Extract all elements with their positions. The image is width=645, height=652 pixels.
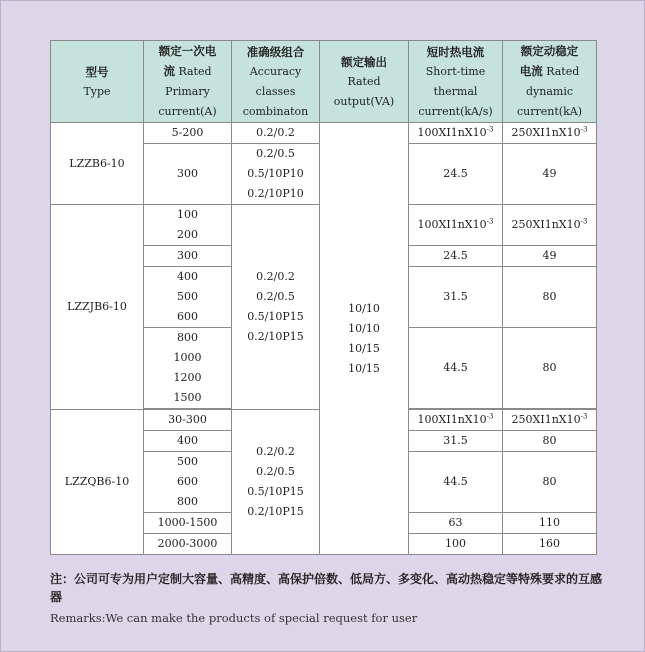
dynamic-cell: 80 [503,328,597,409]
dynamic-formula-cell: $250XI1nX10^{-3}$ [503,205,597,246]
current-cell: 800 1000 1200 1500 [144,328,232,409]
dynamic-formula-cell: $250XI1nX10^{-3}$ [503,123,597,144]
current-cell: 400 500 600 [144,267,232,328]
thermal-formula-cell: $100XI1nX10^{-3}$ [409,205,503,246]
remark-en: Remarks:We can make the products of special request for user [50,611,418,625]
table-row [51,123,597,144]
dynamic-cell: 110 [503,513,597,534]
thermal-formula-cell: $100XI1nX10^{-3}$ [409,123,503,144]
thermal-cell: 44.5 [409,452,503,513]
current-cell: 100 200 [144,205,232,246]
current-cell: 30-300 [144,410,232,431]
header-current: 额定一次电 流 Rated Primary current(A) [144,41,232,123]
header-accuracy: 准确级组合 Accuracy classes combinaton [232,41,320,123]
header-type: 型号 Type [51,41,144,123]
model-cell: LZZJB6-10 [51,205,144,410]
thermal-cell: 24.5 [409,246,503,267]
thermal-cell: 63 [409,513,503,534]
model-cell: LZZB6-10 [51,123,144,205]
thermal-cell: 100 [409,534,503,555]
spec-table [50,40,597,555]
dynamic-cell: 160 [503,534,597,555]
current-cell: 1000-1500 [144,513,232,534]
header-dynamic: 额定动稳定 电流 Rated dynamic current(kA) [503,41,597,123]
current-cell: 400 [144,431,232,452]
header-row [51,41,597,123]
current-cell: 500 600 800 [144,452,232,513]
accuracy-cell: 0.2/0.2 0.2/0.5 0.5/10P15 0.2/10P15 [232,410,320,555]
dynamic-cell: 49 [503,246,597,267]
dynamic-cell: 80 [503,267,597,328]
output-cell: 10/10 10/10 10/15 10/15 [320,123,409,555]
current-cell: 2000-3000 [144,534,232,555]
note-cn: 注：公司可专为用户定制大容量、高精度、高保护倍数、低局方、多变化、高动热稳定等特殊要求的互感器 [50,572,603,604]
dynamic-cell: 49 [503,144,597,205]
current-cell: 5-200 [144,123,232,144]
thermal-formula-cell: $100XI1nX10^{-3}$ [409,410,503,431]
header-output: 额定输出 Rated output(VA) [320,41,409,123]
thermal-cell: 24.5 [409,144,503,205]
dynamic-cell: 80 [503,431,597,452]
thermal-cell: 44.5 [409,328,503,409]
header-thermal: 短时热电流 Short-time thermal current(kA/s) [409,41,503,123]
current-cell: 300 [144,144,232,205]
dynamic-cell: 80 [503,452,597,513]
accuracy-cell: 0.2/0.5 0.5/10P10 0.2/10P10 [232,144,320,205]
accuracy-cell: 0.2/0.2 0.2/0.5 0.5/10P15 0.2/10P15 [232,205,320,410]
dynamic-formula-cell: $250XI1nX10^{-3}$ [503,410,597,431]
current-cell: 300 [144,246,232,267]
thermal-cell: 31.5 [409,431,503,452]
model-cell: LZZQB6-10 [51,410,144,555]
accuracy-cell: 0.2/0.2 [232,123,320,144]
thermal-cell: 31.5 [409,267,503,328]
